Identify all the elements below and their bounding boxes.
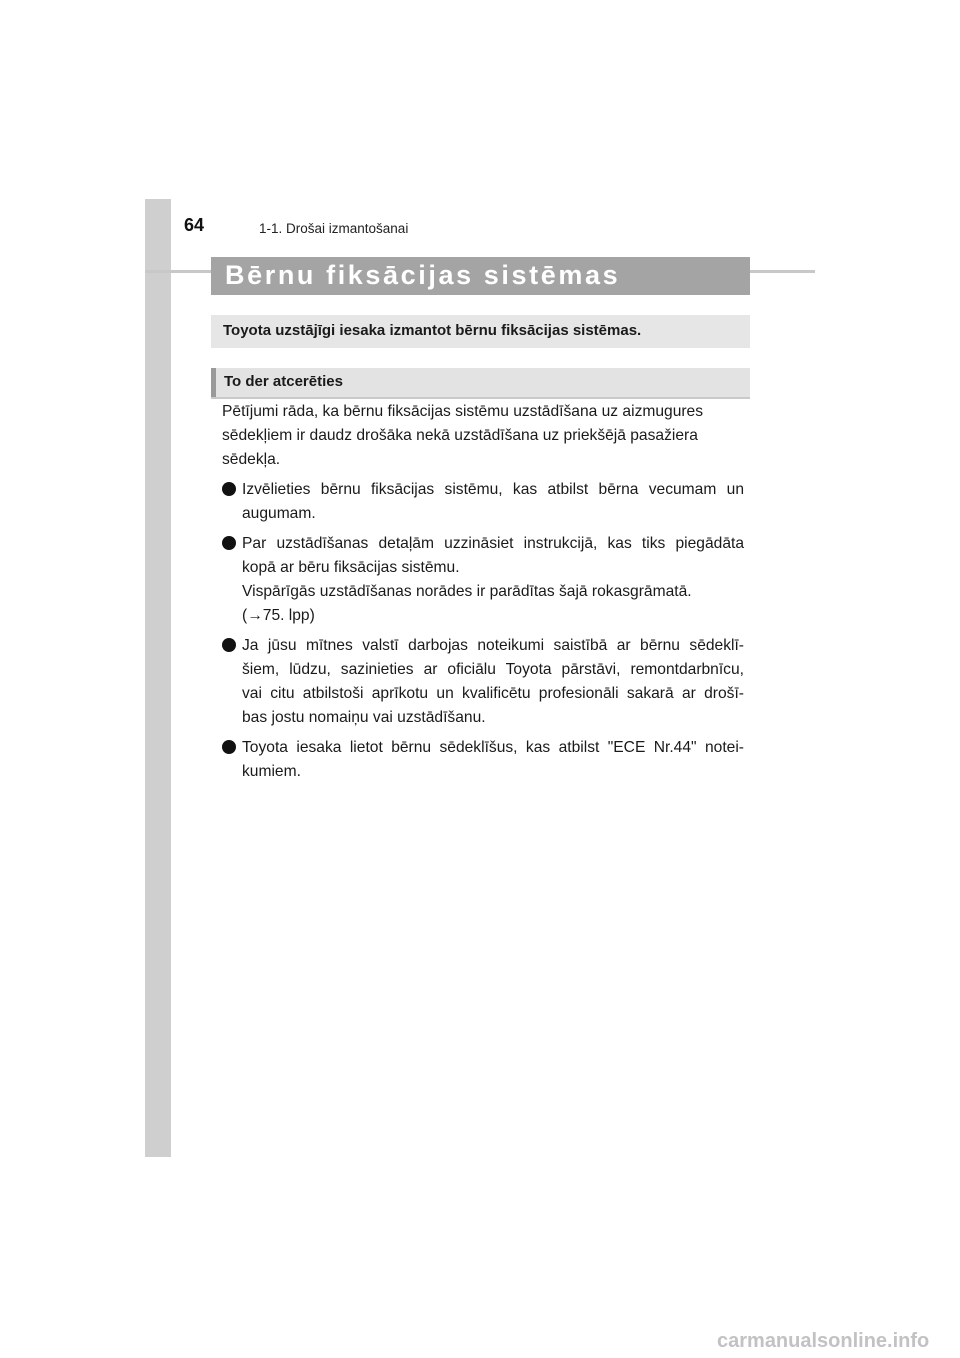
bullet-line: kopā ar bēru fiksācijas sistēmu. bbox=[242, 559, 460, 576]
bullet-dot-icon bbox=[222, 536, 236, 550]
paragraph-line: Pētījumi rāda, ka bērnu fiksācijas sistēmu uzstādīšana uz aizmugures bbox=[222, 403, 704, 420]
page-reference-link[interactable]: (→75. lpp) bbox=[242, 607, 315, 624]
section-title: Bērnu fiksācijas sistēmas bbox=[225, 260, 621, 290]
bullet-item bbox=[222, 736, 744, 784]
section-title-band bbox=[211, 257, 750, 295]
body-text bbox=[222, 400, 744, 790]
bullet-line: Vispārīgās uzstādīšanas norādes ir parādītas šajā rokasgrāmatā. bbox=[242, 583, 692, 600]
bullet-line: Toyota iesaka lietot bērnu sēdeklīšus, kas atbilst "ECE Nr.44" notei- bbox=[242, 739, 744, 756]
paragraph-line: sēdekļa. bbox=[222, 451, 281, 468]
bullet-line: Par uzstādīšanas detaļām uzzināsiet instrukcijā, kas tiks piegādāta bbox=[242, 535, 744, 552]
bullet-line: bas jostu nomaiņu vai uzstādīšanu. bbox=[242, 709, 486, 726]
note-marker bbox=[211, 368, 216, 397]
bullet-item bbox=[222, 634, 744, 730]
bullet-line: šiem, lūdzu, sazinieties ar oficiālu Toyota pārstāvi, remontdarbnīcu, bbox=[242, 661, 744, 678]
bullet-line: kumiem. bbox=[242, 763, 301, 780]
intro-band bbox=[211, 315, 750, 348]
bullet-dot-icon bbox=[222, 482, 236, 496]
bullet-line: vai citu atbilstoši aprīkotu un kvalificētu profesionāli sakarā ar drošī- bbox=[242, 685, 744, 702]
note-heading-band bbox=[211, 368, 750, 399]
intro-statement: Toyota uzstājīgi iesaka izmantot bērnu fiksācijas sistēmas. bbox=[223, 322, 642, 339]
page-number: 64 bbox=[184, 215, 205, 235]
bullet-line: Ja jūsu mītnes valstī darbojas noteikumi saistībā ar bērnu sēdeklī- bbox=[242, 637, 744, 654]
bullet-item bbox=[222, 532, 744, 628]
paragraph-line: sēdekļiem ir daudz drošāka nekā uzstādīšana uz priekšējā pasažiera bbox=[222, 427, 698, 444]
page-side-tab bbox=[145, 199, 171, 1157]
bullet-line: augumam. bbox=[242, 505, 316, 522]
bullet-line: Izvēlieties bērnu fiksācijas sistēmu, kas atbilst bērna vecumam un bbox=[242, 481, 744, 498]
bullet-dot-icon bbox=[222, 740, 236, 754]
site-watermark: carmanualsonline.info bbox=[717, 1330, 930, 1352]
section-breadcrumb: 1-1. Drošai izmantošanai bbox=[259, 221, 409, 236]
note-heading: To der atcerēties bbox=[224, 373, 343, 390]
bullet-item bbox=[222, 478, 744, 526]
bullet-dot-icon bbox=[222, 638, 236, 652]
intro-paragraph bbox=[222, 400, 744, 472]
